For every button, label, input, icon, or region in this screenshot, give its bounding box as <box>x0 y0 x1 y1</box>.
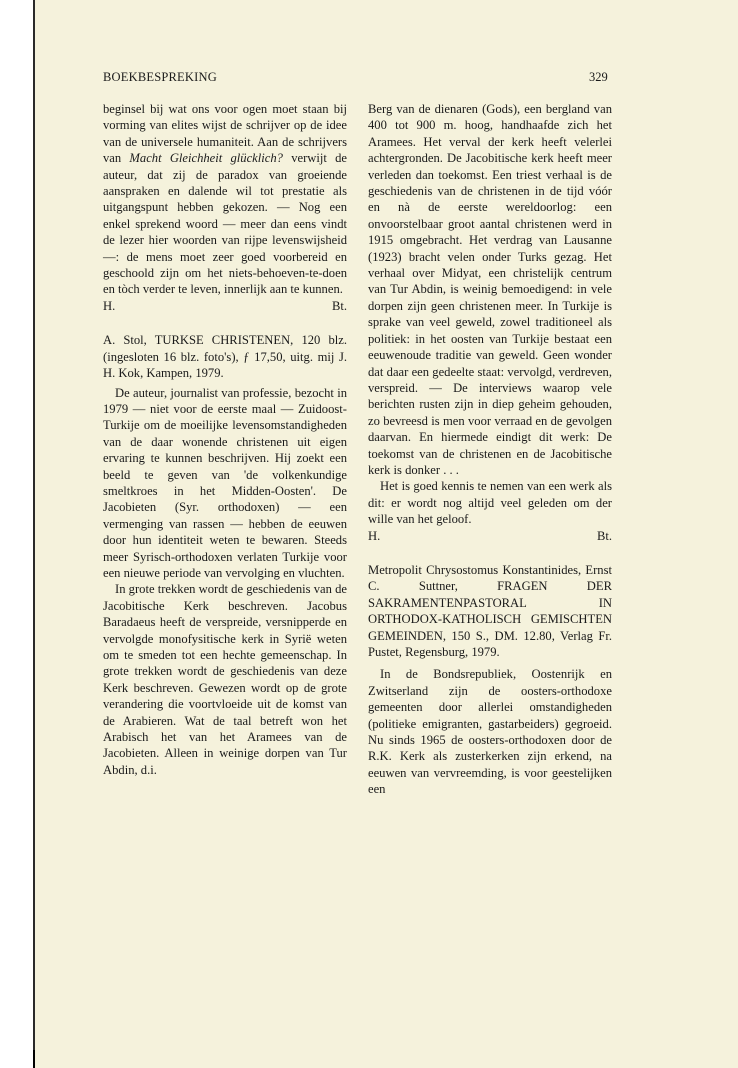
signature-initial: H. <box>368 528 381 543</box>
paragraph: Berg van de dienaren (Gods), een bergland van 400 tot 900 m. hoog, handhaafde zich het Aramees. Het verval der kerk heeft velerlei achtergronden. De Jacobitische kerk heeft meer verleden dan toekomst. Een triest verhaal is de geschiedenis van de christenen in de tijd vóór en nà de eerste wereldoorlog: een onvoorstelbaar groot aantal christenen werd in 1915 omgebracht. Het verdrag van Lausanne (1923) bracht velen onder Turks gezag. Het verhaal over Midyat, een christelijk centrum van Tur Abdin, is weinig bemoedigend: in vele dorpen zijn geen christenen meer. In Turkije is sprake van veel geweld, zowel traditioneel als politiek: in het oosten van Turkije bestaat een eeuwenoude traditie van geweld. Geen wonder dat daar een gedeelte staat: vervolgd, verdreven, verspreid. — De interviews waarop vele berichten rusten zijn in diep geheim gehouden, zo bevreesd is men voor verraad en de gevolgen daarvan. En hiermede eindigt dit werk: De toekomst van de christenen en de Jacobitische kerk is donker . . . <box>368 102 612 477</box>
signature-initial: Bt. <box>331 298 347 313</box>
paragraph: Het is goed kennis te nemen van een werk als dit: er wordt nog altijd veel geleden om der wille van het geloof. <box>368 479 612 527</box>
book-title-italic: Macht Gleichheit glücklich? <box>129 151 283 166</box>
paragraph-text: verwijt de auteur, dat zij de paradox van groeiende aanspraken en dalende wil tot prestatie als uitgangspunt hebben gekozen. — Nog een enkel sprekend woord — meer dan eens vindt de lezer hier woorden van rijpe levenswijsheid —: de mens moet zeer goed voorbereid en geschoold zijn om het niets-behoeven-te-doen en tòch verder te leven, innerlijk aan te kunnen. <box>103 151 347 297</box>
paragraph: In de Bondsrepubliek, Oostenrijk en Zwitserland zijn de oosters-orthodoxe gemeenten door allerlei omstandigheden (politieke emigranten, gastarbeiders) gegroeid. Nu sinds 1965 de oosters-orthodoxen door de R.K. Kerk als zusterkerken zijn erkend, na eeuwen van vervreemding, is voor geestelijken een <box>368 667 612 797</box>
paragraph: De auteur, journalist van professie, bezocht in 1979 — niet voor de eerste maal — Zuidoost-Turkije om de moeilijke levensomstandigheden van de daar wonende christenen uit eigen ervaring te kunnen beschrijven. Hij zoekt een beeld te geven van 'de volkenkundige smeltkroes in het Midden-Oosten'. De Jacobieten (Syr. orthodoxen) — een vermenging van rassen — hebben de eeuwen door hun identiteit weten te bewaren. Steeds meer Syrisch-orthodoxen verlaten Turkije voor een nieuwe periode van vervolging en vluchten. <box>103 385 347 580</box>
spacer <box>103 314 347 332</box>
running-header-section: BOEKBESPREKING <box>103 70 217 84</box>
book-entry: Metropolit Chrysostomus Konstantinides, Ernst C. Suttner, FRAGEN DER SAKRAMENTENPASTORAL IN ORTHODOX-KATHOLISCH GEMISCHTEN GEMEINDEN, 150 S., DM. 12.80, Verlag Fr. Pustet, Regensburg, 1979. <box>368 562 612 659</box>
paragraph-text: beginsel bij wat ons voor ogen moet staan bij vorming van elites wijst de schrijver op de idee van de universele humaniteit. Aan de schrijvers van <box>103 102 347 166</box>
spacer <box>368 544 612 562</box>
review-signature <box>368 528 612 544</box>
book-entry: A. Stol, TURKSE CHRISTENEN, 120 blz. (ingesloten 16 blz. foto's), ƒ 17,50, uitg. mij J. H. Kok, Kampen, 1979. <box>103 333 347 381</box>
page-spine-line <box>33 0 35 1068</box>
scan-edge-mark <box>33 1050 35 1068</box>
signature-initial: Bt. <box>596 528 612 543</box>
right-column <box>368 101 612 798</box>
paragraph: In grote trekken wordt de geschiedenis van de Jacobitische Kerk beschreven. Jacobus Baradaeus heeft de verspreide, versnipperde en vervolgde monofysitische kerk in Syrië weten om te smeden tot een hechte gemeenschap. In grote trekken wordt de geschiedenis van deze Kerk beschreven. Gewezen wordt op de grote verandering die voortvloeide uit de komst van de Arabieren. Wat de taal betreft won het Arabisch het van het Aramees van de Jacobieten. Alleen in weinige dorpen van Tur Abdin, d.i. <box>103 582 347 777</box>
page-number: 329 <box>589 70 608 84</box>
review-signature <box>103 298 347 314</box>
signature-initial: H. <box>103 298 116 313</box>
paragraph <box>103 101 347 298</box>
left-column <box>103 101 347 778</box>
